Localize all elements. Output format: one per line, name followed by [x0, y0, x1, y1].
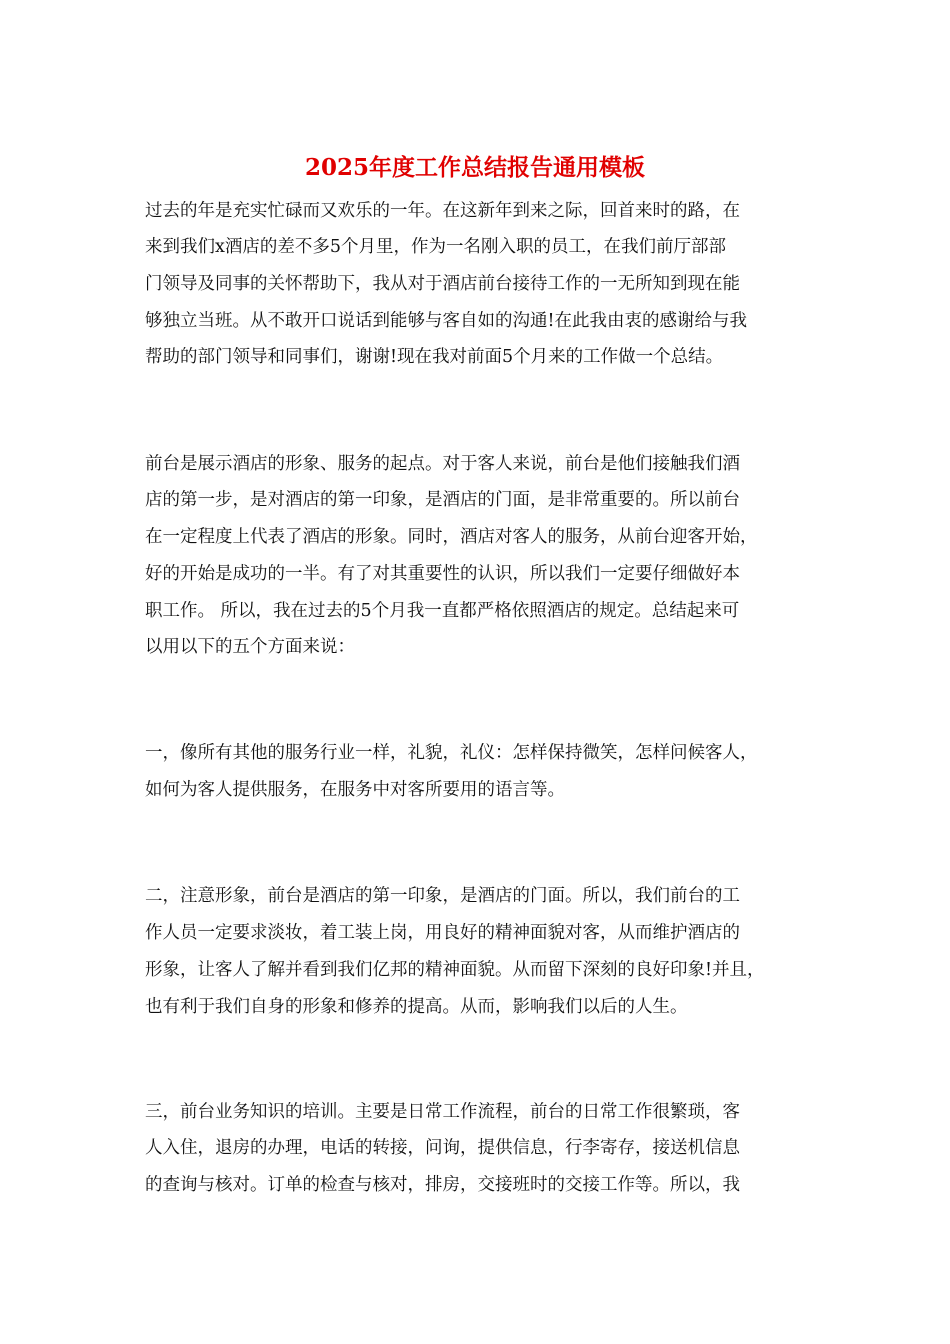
paragraph-2-line-1: 前台是展示酒店的形象、服务的起点。对于客人来说，前台是他们接触我们酒 [145, 454, 740, 474]
paragraph-2-line-5: 职工作。 所以，我在过去的5个月我一直都严格依照酒店的规定。总结起来可 [145, 601, 740, 621]
paragraph-1-line-2: 来到我们x酒店的差不多5个月里，作为一名刚入职的员工，在我们前厅部部 [145, 237, 727, 257]
paragraph-2-line-6: 以用以下的五个方面来说： [145, 637, 355, 657]
paragraph-3-line-1: 一，像所有其他的服务行业一样，礼貌，礼仪：怎样保持微笑，怎样问候客人， [145, 743, 758, 763]
document-title: 2025年度工作总结报告通用模板 [304, 154, 645, 181]
paragraph-1-line-4: 够独立当班。从不敢开口说话到能够与客自如的沟通!在此我由衷的感谢给与我 [145, 311, 748, 331]
paragraph-4-line-2: 作人员一定要求淡妆，着工装上岗，用良好的精神面貌对客，从而维护酒店的 [145, 923, 740, 943]
paragraph-5-line-1: 三，前台业务知识的培训。主要是日常工作流程，前台的日常工作很繁琐，客 [145, 1102, 740, 1122]
paragraph-5-line-3: 的查询与核对。订单的检查与核对，排房，交接班时的交接工作等。所以，我 [145, 1175, 740, 1195]
paragraph-1-line-3: 门领导及同事的关怀帮助下，我从对于酒店前台接待工作的一无所知到现在能 [145, 274, 740, 294]
paragraph-4-line-4: 也有利于我们自身的形象和修养的提高。从而，影响我们以后的人生。 [145, 997, 688, 1017]
paragraph-4-line-3: 形象，让客人了解并看到我们亿邦的精神面貌。从而留下深刻的良好印象!并且， [145, 960, 765, 980]
paragraph-2-line-4: 好的开始是成功的一半。有了对其重要性的认识，所以我们一定要仔细做好本 [145, 564, 740, 584]
paragraph-4-line-1: 二，注意形象，前台是酒店的第一印象，是酒店的门面。所以，我们前台的工 [145, 886, 740, 906]
paragraph-2-line-2: 店的第一步，是对酒店的第一印象，是酒店的门面，是非常重要的。所以前台 [145, 490, 740, 510]
paragraph-1-line-5: 帮助的部门领导和同事们，谢谢!现在我对前面5个月来的工作做一个总结。 [145, 347, 724, 367]
paragraph-2-line-3: 在一定程度上代表了酒店的形象。同时，酒店对客人的服务，从前台迎客开始， [145, 527, 758, 547]
paragraph-5-line-2: 人入住，退房的办理，电话的转接，问询，提供信息，行李寄存，接送机信息 [145, 1138, 740, 1158]
paragraph-1-line-1: 过去的年是充实忙碌而又欢乐的一年。在这新年到来之际，回首来时的路，在 [145, 201, 740, 221]
paragraph-3-line-2: 如何为客人提供服务，在服务中对客所要用的语言等。 [145, 780, 565, 800]
